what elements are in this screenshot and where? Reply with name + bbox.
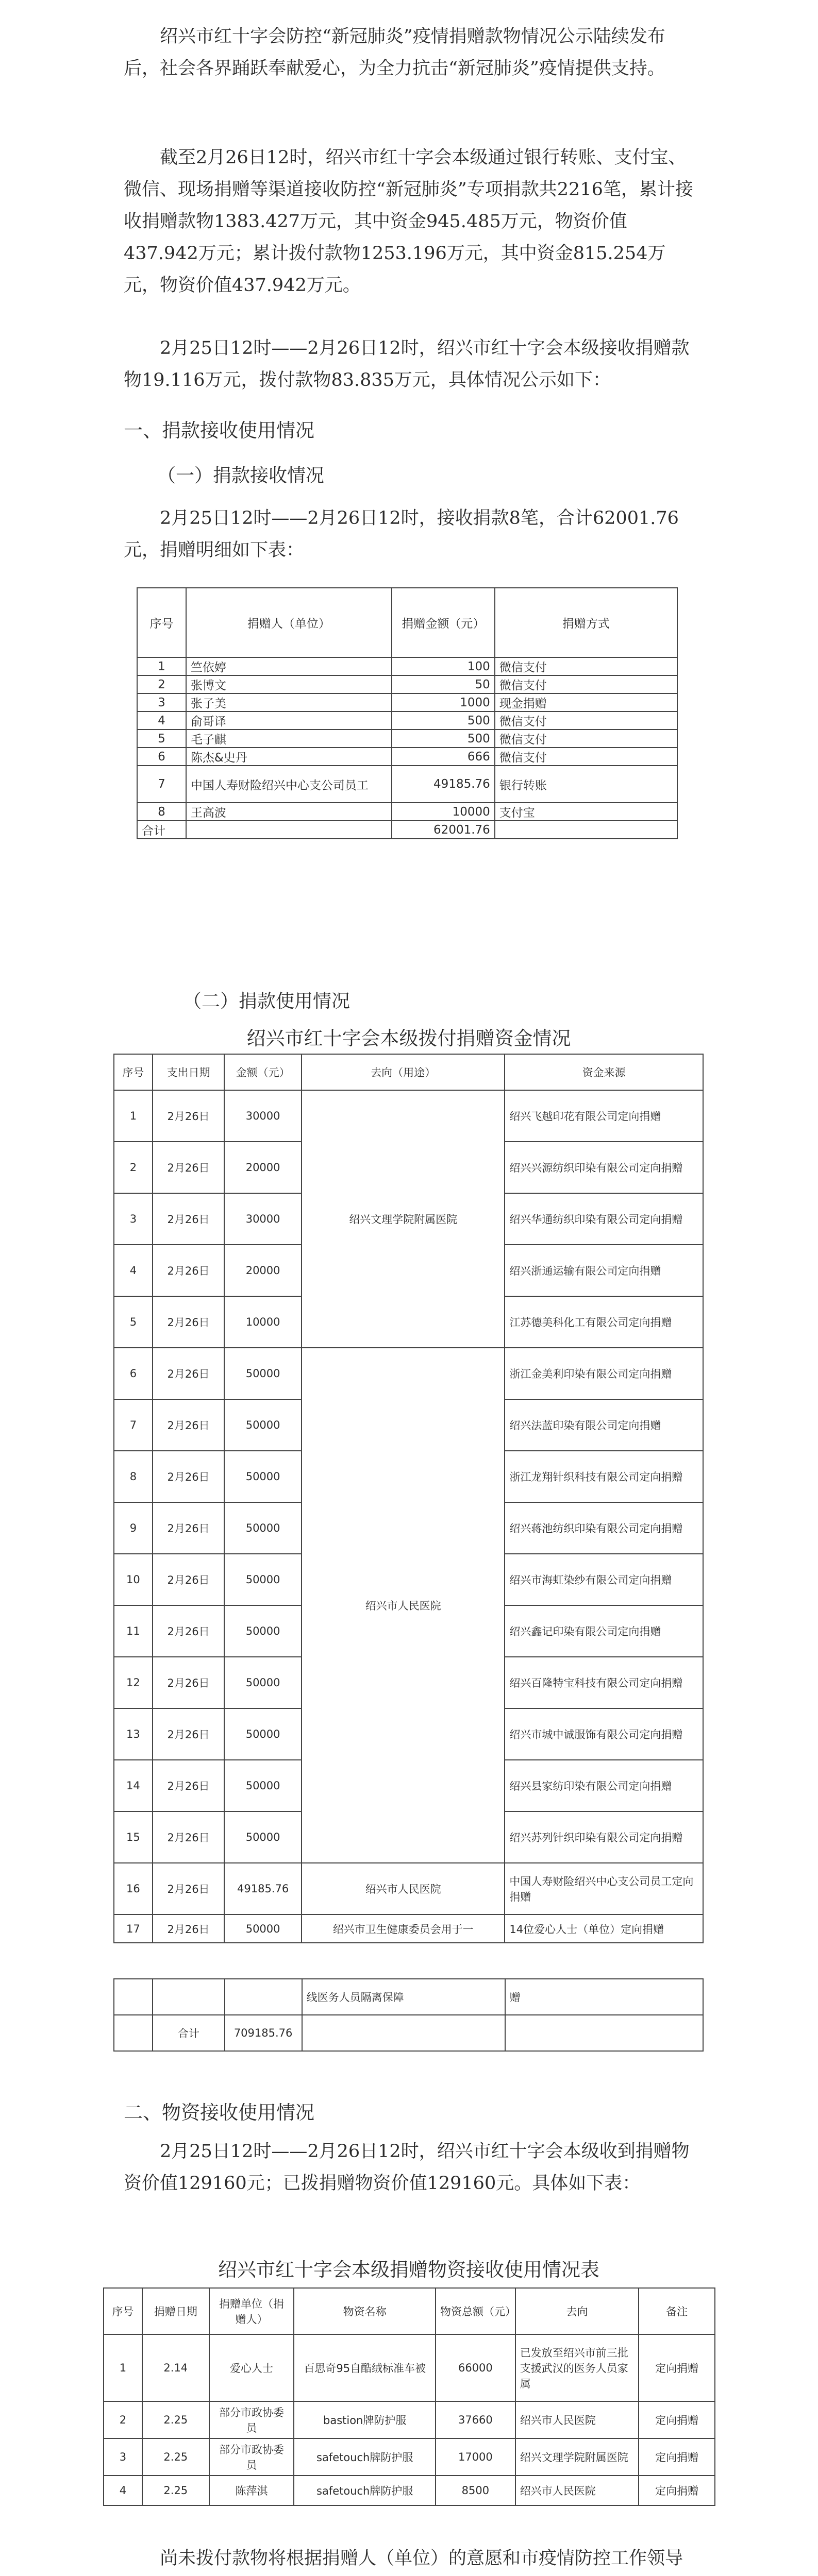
- table-3-title: 绍兴市红十字会本级捐赠物资接收使用情况表: [218, 2259, 599, 2281]
- cell-donor: 张子美: [186, 693, 392, 711]
- cell-date: 2.25: [142, 2401, 209, 2438]
- cell-method: 微信支付: [495, 657, 677, 675]
- section-1-heading: 一、捐款接收使用情况: [124, 419, 314, 442]
- cell-index: 6: [137, 748, 186, 766]
- cell-source: 绍兴飞越印花有限公司定向捐赠: [505, 1090, 703, 1142]
- cell-method: 现金捐赠: [495, 693, 677, 711]
- col-header-destination: 去向（用途）: [302, 1054, 505, 1090]
- cell-empty: [225, 1979, 302, 2015]
- cell-source: 绍兴华通纺织印染有限公司定向捐赠: [505, 1193, 703, 1245]
- col-header-date: 支出日期: [153, 1054, 224, 1090]
- col-header-item: 物资名称: [294, 2288, 436, 2334]
- cell-donor: 俞哥译: [186, 711, 392, 730]
- cell-source: 绍兴市海虹染纱有限公司定向捐赠: [505, 1554, 703, 1605]
- cell-index: 12: [114, 1657, 153, 1708]
- section-2-text: 2月25日12时——2月26日12时，绍兴市红十字会本级收到捐赠物资价值129160元；已拨捐赠物资价值129160元。具体如下表：: [124, 2141, 690, 2194]
- table-row: [114, 1979, 703, 2015]
- cell-amount: 50000: [224, 1502, 302, 1554]
- table-row: [104, 2334, 715, 2401]
- table-row: [114, 1914, 703, 1943]
- cell-index: 3: [104, 2438, 142, 2476]
- donation-received-table: [137, 587, 678, 839]
- cell-method: 微信支付: [495, 748, 677, 766]
- cell-source: 浙江金美利印染有限公司定向捐赠: [505, 1348, 703, 1399]
- col-header-donor: 捐赠人（单位）: [186, 588, 392, 657]
- cell-date: 2月26日: [153, 1605, 224, 1657]
- cell-amount: 30000: [224, 1193, 302, 1245]
- col-header-index: 序号: [137, 588, 186, 657]
- cell-source: 绍兴苏列针织印染有限公司定向捐赠: [505, 1811, 703, 1863]
- cell-empty: [302, 2015, 505, 2051]
- cell-date: 2月26日: [153, 1245, 224, 1296]
- cell-index: 4: [137, 711, 186, 730]
- col-header-note: 备注: [639, 2288, 715, 2334]
- section-2-heading: 二、物资接收使用情况: [124, 2102, 314, 2124]
- cell-date: 2月26日: [153, 1657, 224, 1708]
- cell-note: 定向捐赠: [639, 2476, 715, 2505]
- table-total-row: [137, 821, 677, 839]
- table-row: [104, 2401, 715, 2438]
- cell-method: 银行转账: [495, 766, 677, 803]
- cell-total-label: 合计: [153, 2015, 225, 2051]
- cell-total: 37660: [436, 2401, 515, 2438]
- cell-source: 江苏德美科化工有限公司定向捐赠: [505, 1296, 703, 1348]
- donation-disbursement-table: [113, 1054, 704, 1943]
- cell-total: 17000: [436, 2438, 515, 2476]
- cell-method: 支付宝: [495, 803, 677, 821]
- cell-empty: [153, 1979, 225, 2015]
- cell-index: 8: [137, 803, 186, 821]
- cell-empty: [114, 1979, 153, 2015]
- cell-date: 2.25: [142, 2438, 209, 2476]
- cell-amount: 50000: [224, 1399, 302, 1451]
- intro-paragraph-3: 2月25日12时——2月26日12时，绍兴市红十字会本级接收捐赠款物19.116万元，拨付款物83.835万元，具体情况公示如下：: [124, 338, 690, 391]
- cell-total-value: 62001.76: [392, 821, 495, 839]
- cell-date: 2月26日: [153, 1090, 224, 1142]
- col-header-source: 资金来源: [505, 1054, 703, 1090]
- cell-date: 2月26日: [153, 1296, 224, 1348]
- cell-note: 定向捐赠: [639, 2401, 715, 2438]
- cell-empty: [505, 2015, 703, 2051]
- cell-index: 13: [114, 1708, 153, 1760]
- cell-index: 8: [114, 1451, 153, 1502]
- cell-date: 2月26日: [153, 1760, 224, 1811]
- cell-donor: 中国人寿财险绍兴中心支公司员工: [186, 766, 392, 803]
- cell-date: 2月26日: [153, 1451, 224, 1502]
- cell-amount: 50000: [224, 1554, 302, 1605]
- cell-source: 绍兴法蓝印染有限公司定向捐赠: [505, 1399, 703, 1451]
- cell-date: 2月26日: [153, 1708, 224, 1760]
- cell-source: 绍兴市城中诚服饰有限公司定向捐赠: [505, 1708, 703, 1760]
- cell-donor: 毛子麒: [186, 730, 392, 748]
- cell-donor: 部分市政协委员: [209, 2438, 294, 2476]
- cell-empty: [495, 821, 677, 839]
- cell-donor: 竺依婷: [186, 657, 392, 675]
- cell-amount: 666: [392, 748, 495, 766]
- col-header-amount: 金额（元）: [224, 1054, 302, 1090]
- table-row: [137, 675, 677, 693]
- cell-index: 1: [137, 657, 186, 675]
- cell-source: 绍兴鑫记印染有限公司定向捐赠: [505, 1605, 703, 1657]
- cell-destination: 绍兴市人民医院: [515, 2476, 639, 2505]
- cell-index: 4: [104, 2476, 142, 2505]
- cell-amount: 1000: [392, 693, 495, 711]
- cell-amount: 50000: [224, 1708, 302, 1760]
- cell-index: 17: [114, 1914, 153, 1943]
- cell-empty: [186, 821, 392, 839]
- cell-date: 2月26日: [153, 1863, 224, 1914]
- table-header-row: [137, 588, 677, 657]
- cell-index: 15: [114, 1811, 153, 1863]
- cell-amount: 50000: [224, 1914, 302, 1943]
- cell-donor: 陈萍淇: [209, 2476, 294, 2505]
- cell-source: 中国人寿财险绍兴中心支公司员工定向捐赠: [505, 1863, 703, 1914]
- table-row: [114, 1348, 703, 1399]
- table-row: [137, 693, 677, 711]
- cell-item: 百思奇95自酷绒标准车被: [294, 2334, 436, 2401]
- cell-donor: 爱心人士: [209, 2334, 294, 2401]
- col-header-destination: 去向: [515, 2288, 639, 2334]
- cell-date: 2.14: [142, 2334, 209, 2401]
- cell-index: 2: [114, 1142, 153, 1193]
- cell-index: 14: [114, 1760, 153, 1811]
- cell-item: safetouch牌防护服: [294, 2438, 436, 2476]
- cell-total-label: 合计: [137, 821, 186, 839]
- cell-index: 7: [114, 1399, 153, 1451]
- cell-amount: 50000: [224, 1348, 302, 1399]
- cell-donor: 王高波: [186, 803, 392, 821]
- col-header-method: 捐赠方式: [495, 588, 677, 657]
- cell-date: 2月26日: [153, 1399, 224, 1451]
- cell-amount: 20000: [224, 1142, 302, 1193]
- cell-amount: 20000: [224, 1245, 302, 1296]
- col-header-total: 物资总额（元）: [436, 2288, 515, 2334]
- cell-destination: 绍兴市人民医院: [515, 2401, 639, 2438]
- cell-total: 66000: [436, 2334, 515, 2401]
- table-row: [104, 2476, 715, 2505]
- table-2-title: 绍兴市红十字会本级拨付捐赠资金情况: [246, 1027, 571, 1049]
- cell-index: 11: [114, 1605, 153, 1657]
- cell-item: safetouch牌防护服: [294, 2476, 436, 2505]
- cell-note: 定向捐赠: [639, 2334, 715, 2401]
- cell-source: 赠: [505, 1979, 703, 2015]
- cell-item: bastion牌防护服: [294, 2401, 436, 2438]
- cell-amount: 50000: [224, 1451, 302, 1502]
- col-header-donor: 捐赠单位（捐赠人）: [209, 2288, 294, 2334]
- cell-destination: 绍兴市人民医院: [302, 1863, 505, 1914]
- table-row: [114, 1863, 703, 1914]
- cell-source: 绍兴县家纺印染有限公司定向捐赠: [505, 1760, 703, 1811]
- cell-method: 微信支付: [495, 711, 677, 730]
- cell-index: 2: [104, 2401, 142, 2438]
- table-total-row: [114, 2015, 703, 2051]
- cell-date: 2月26日: [153, 1348, 224, 1399]
- cell-donor: 陈杰&史丹: [186, 748, 392, 766]
- cell-amount: 500: [392, 730, 495, 748]
- intro-paragraph-2: 截至2月26日12时，绍兴市红十字会本级通过银行转账、支付宝、微信、现场捐赠等渠道接收防控“新冠肺炎”专项捐款共2216笔，累计接收捐赠款物1383.427万元，其中资金945.485万元，物资价值437.942万元；累计拨付款物1253.196万元，其中资金815.254万元，物资价值437.942万元。: [124, 147, 693, 296]
- cell-amount: 500: [392, 711, 495, 730]
- table-row: [137, 748, 677, 766]
- cell-date: 2月26日: [153, 1811, 224, 1863]
- col-header-date: 捐赠日期: [142, 2288, 209, 2334]
- cell-method: 微信支付: [495, 675, 677, 693]
- intro-paragraph-1: 绍兴市红十字会防控“新冠肺炎”疫情捐赠款物情况公示陆续发布后，社会各界踊跃奉献爱心，为全力抗击“新冠肺炎”疫情提供支持。: [124, 26, 665, 79]
- cell-index: 1: [104, 2334, 142, 2401]
- cell-date: 2月26日: [153, 1502, 224, 1554]
- cell-method: 微信支付: [495, 730, 677, 748]
- cell-amount: 50000: [224, 1605, 302, 1657]
- cell-source: 14位爱心人士（单位）定向捐赠: [505, 1914, 703, 1943]
- section-2-after-1: 尚未拨付款物将根据捐赠人（单位）的意愿和市疫情防控工作领导: [160, 2548, 683, 2569]
- donation-disbursement-table-continued: [113, 1978, 704, 2052]
- cell-destination: 绍兴市人民医院: [302, 1348, 505, 1863]
- cell-date: 2月26日: [153, 1554, 224, 1605]
- cell-donor: 部分市政协委员: [209, 2401, 294, 2438]
- section-1-sub-2: （二）捐款使用情况: [183, 991, 350, 1012]
- cell-index: 16: [114, 1863, 153, 1914]
- col-header-index: 序号: [114, 1054, 153, 1090]
- cell-date: 2月26日: [153, 1142, 224, 1193]
- col-header-index: 序号: [104, 2288, 142, 2334]
- cell-index: 10: [114, 1554, 153, 1605]
- cell-amount: 10000: [224, 1296, 302, 1348]
- section-1-sub-1-text: 2月25日12时——2月26日12时，接收捐款8笔，合计62001.76元，捐赠明细如下表：: [124, 508, 679, 561]
- cell-amount: 49185.76: [224, 1863, 302, 1914]
- section-1-sub-1: （一）捐款接收情况: [157, 465, 325, 486]
- cell-amount: 50000: [224, 1657, 302, 1708]
- cell-total: 8500: [436, 2476, 515, 2505]
- cell-destination: 绍兴文理学院附属医院: [515, 2438, 639, 2476]
- table-row: [114, 1090, 703, 1142]
- cell-amount: 50: [392, 675, 495, 693]
- material-donation-table: [103, 2287, 715, 2506]
- col-header-amount: 捐赠金额（元）: [392, 588, 495, 657]
- cell-amount: 49185.76: [392, 766, 495, 803]
- table-row: [137, 711, 677, 730]
- cell-empty: [114, 2015, 153, 2051]
- cell-source: 绍兴百隆特宝科技有限公司定向捐赠: [505, 1657, 703, 1708]
- cell-index: 3: [114, 1193, 153, 1245]
- table-row: [137, 803, 677, 821]
- cell-amount: 100: [392, 657, 495, 675]
- cell-index: 6: [114, 1348, 153, 1399]
- cell-note: 定向捐赠: [639, 2438, 715, 2476]
- table-header-row: [104, 2288, 715, 2334]
- cell-index: 4: [114, 1245, 153, 1296]
- cell-date: 2月26日: [153, 1914, 224, 1943]
- table-row: [104, 2438, 715, 2476]
- cell-destination: 线医务人员隔离保障: [302, 1979, 505, 2015]
- cell-date: 2.25: [142, 2476, 209, 2505]
- cell-index: 5: [114, 1296, 153, 1348]
- cell-source: 绍兴浙通运输有限公司定向捐赠: [505, 1245, 703, 1296]
- table-header-row: [114, 1054, 703, 1090]
- cell-index: 7: [137, 766, 186, 803]
- cell-source: 浙江龙翔针织科技有限公司定向捐赠: [505, 1451, 703, 1502]
- table-row: [137, 766, 677, 803]
- cell-amount: 50000: [224, 1811, 302, 1863]
- cell-destination: 绍兴市卫生健康委员会用于一: [302, 1914, 505, 1943]
- table-row: [137, 657, 677, 675]
- cell-amount: 50000: [224, 1760, 302, 1811]
- cell-index: 1: [114, 1090, 153, 1142]
- table-row: [137, 730, 677, 748]
- cell-total-value: 709185.76: [225, 2015, 302, 2051]
- cell-date: 2月26日: [153, 1193, 224, 1245]
- cell-index: 2: [137, 675, 186, 693]
- cell-donor: 张博文: [186, 675, 392, 693]
- cell-index: 5: [137, 730, 186, 748]
- cell-index: 9: [114, 1502, 153, 1554]
- cell-source: 绍兴兴源纺织印染有限公司定向捐赠: [505, 1142, 703, 1193]
- cell-amount: 10000: [392, 803, 495, 821]
- cell-destination: 绍兴文理学院附属医院: [302, 1090, 505, 1348]
- cell-amount: 30000: [224, 1090, 302, 1142]
- cell-source: 绍兴蒋池纺织印染有限公司定向捐赠: [505, 1502, 703, 1554]
- cell-destination: 已发放至绍兴市前三批支援武汉的医务人员家属: [515, 2334, 639, 2401]
- cell-index: 3: [137, 693, 186, 711]
